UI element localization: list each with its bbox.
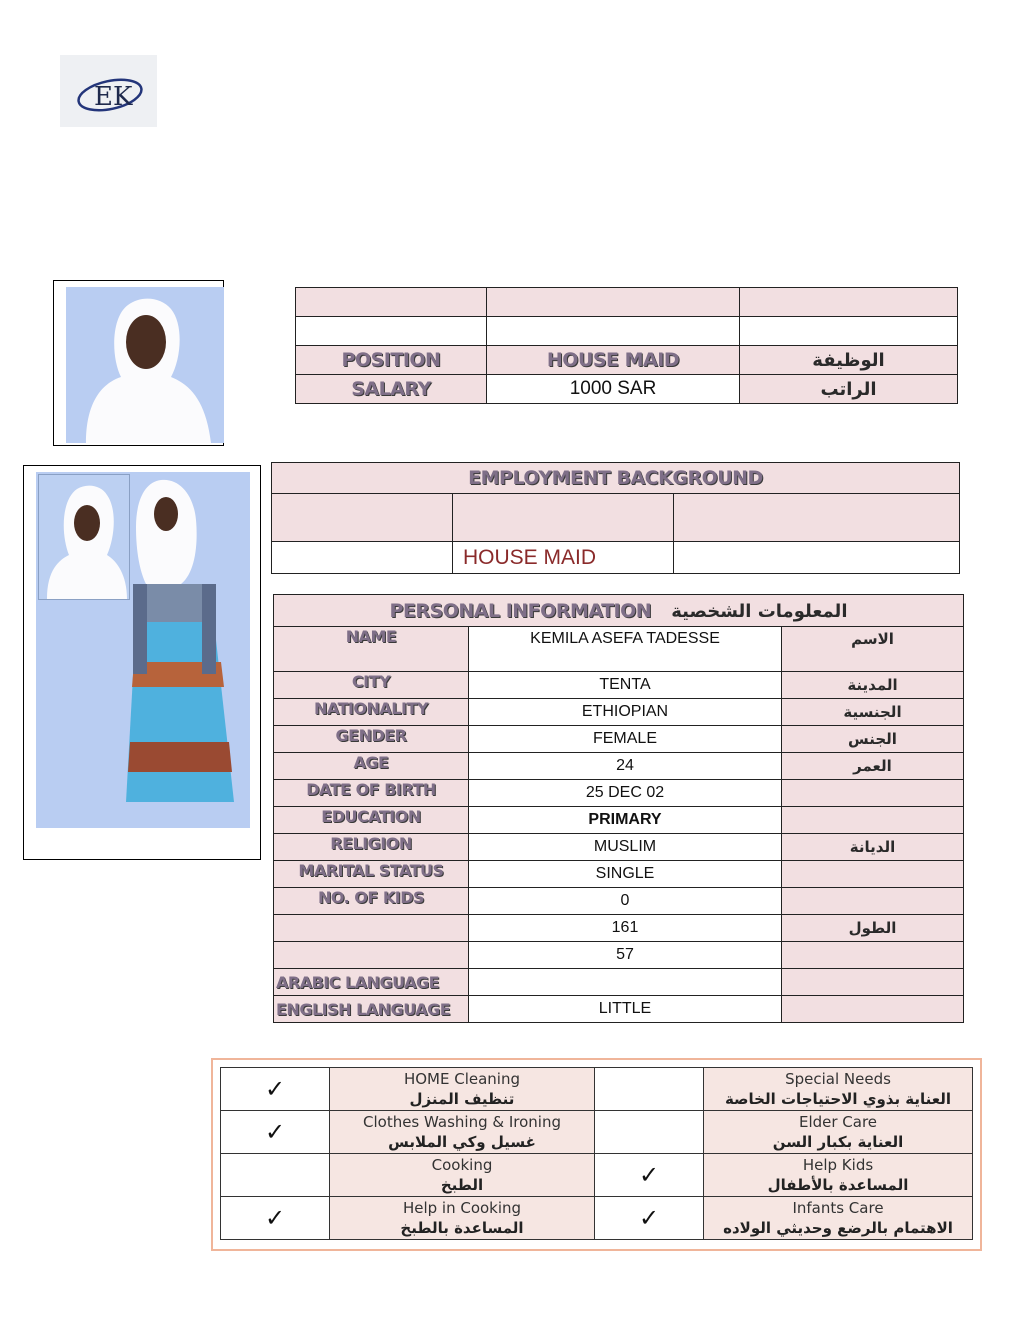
- skill-help-in-cooking: Help in Cooking المساعدة بالطبخ: [330, 1197, 595, 1240]
- salary-row: [296, 375, 958, 404]
- employment-position: HOUSE MAID: [453, 542, 674, 574]
- personal-row-nationality: NATIONALITY ETHIOPIAN الجنسية: [274, 699, 964, 726]
- position-label-ar: الوظيفة: [740, 346, 958, 375]
- personal-row-weight: 57: [274, 942, 964, 969]
- ek-logo-icon: [60, 55, 157, 127]
- position-label: POSITION: [296, 346, 487, 375]
- skill-help-kids: Help Kids المساعدة بالأطفال: [704, 1154, 973, 1197]
- company-logo: [60, 55, 157, 127]
- salary-label-ar: الراتب: [740, 375, 958, 404]
- checkmark-icon: ✓: [595, 1197, 704, 1240]
- personal-row-kids: NO. OF KIDS 0: [274, 888, 964, 915]
- personal-row-education: EDUCATION PRIMARY: [274, 807, 964, 834]
- checkmark-icon: ✓: [595, 1154, 704, 1197]
- personal-info-table: [273, 594, 964, 1023]
- position-table: [295, 287, 958, 404]
- personal-row-english-language: ENGLISH LANGUAGE LITTLE: [274, 996, 964, 1023]
- checkmark-icon: ✓: [221, 1068, 330, 1111]
- checkmark-icon: ✓: [221, 1111, 330, 1154]
- checkmark-icon: [595, 1068, 704, 1111]
- skills-row: [221, 1154, 973, 1197]
- svg-text:EK: EK: [94, 82, 133, 112]
- skill-elder-care: Elder Care العناية بكبار السن: [704, 1111, 973, 1154]
- personal-row-age: AGE 24 العمر: [274, 753, 964, 780]
- personal-row-name: NAME KEMILA ASEFA TADESSE الاسم: [274, 627, 964, 672]
- skills-row: [221, 1068, 973, 1111]
- checkmark-icon: ✓: [221, 1197, 330, 1240]
- personal-row-city: CITY TENTA المدينة: [274, 672, 964, 699]
- skill-infants-care: Infants Care الاهتمام بالرضع وحديثي الولاده: [704, 1197, 973, 1240]
- checkmark-icon: [221, 1154, 330, 1197]
- personal-row-arabic-language: ARABIC LANGUAGE: [274, 969, 964, 996]
- skills-table: [220, 1067, 973, 1240]
- salary-label: SALARY: [296, 375, 487, 404]
- full-body-photo: [23, 465, 261, 860]
- employment-table: [271, 462, 960, 574]
- position-row: [296, 346, 958, 375]
- personal-row-religion: RELIGION MUSLIM الديانة: [274, 834, 964, 861]
- skills-row: [221, 1197, 973, 1240]
- skill-clothes-washing: Clothes Washing & Ironing غسيل وكي الملابس: [330, 1111, 595, 1154]
- position-value: HOUSE MAID: [487, 346, 740, 375]
- personal-row-dob: DATE OF BIRTH 25 DEC 02: [274, 780, 964, 807]
- inset-portrait: [38, 474, 130, 600]
- skill-cooking: Cooking الطبخ: [330, 1154, 595, 1197]
- skills-panel: [211, 1058, 982, 1251]
- salary-value: 1000 SAR: [487, 375, 740, 404]
- skill-home-cleaning: HOME Cleaning تنظيف المنزل: [330, 1068, 595, 1111]
- skills-row: [221, 1111, 973, 1154]
- personal-row-gender: GENDER FEMALE الجنس: [274, 726, 964, 753]
- checkmark-icon: [595, 1111, 704, 1154]
- personal-row-marital: MARITAL STATUS SINGLE: [274, 861, 964, 888]
- portrait-photo: [53, 280, 224, 446]
- personal-row-height: 161 الطول: [274, 915, 964, 942]
- employment-title: EMPLOYMENT BACKGROUND: [272, 463, 960, 494]
- skill-special-needs: Special Needs العناية بذوي الاحتياجات الخاصة: [704, 1068, 973, 1111]
- personal-info-title: PERSONAL INFORMATION المعلومات الشخصية: [274, 595, 964, 627]
